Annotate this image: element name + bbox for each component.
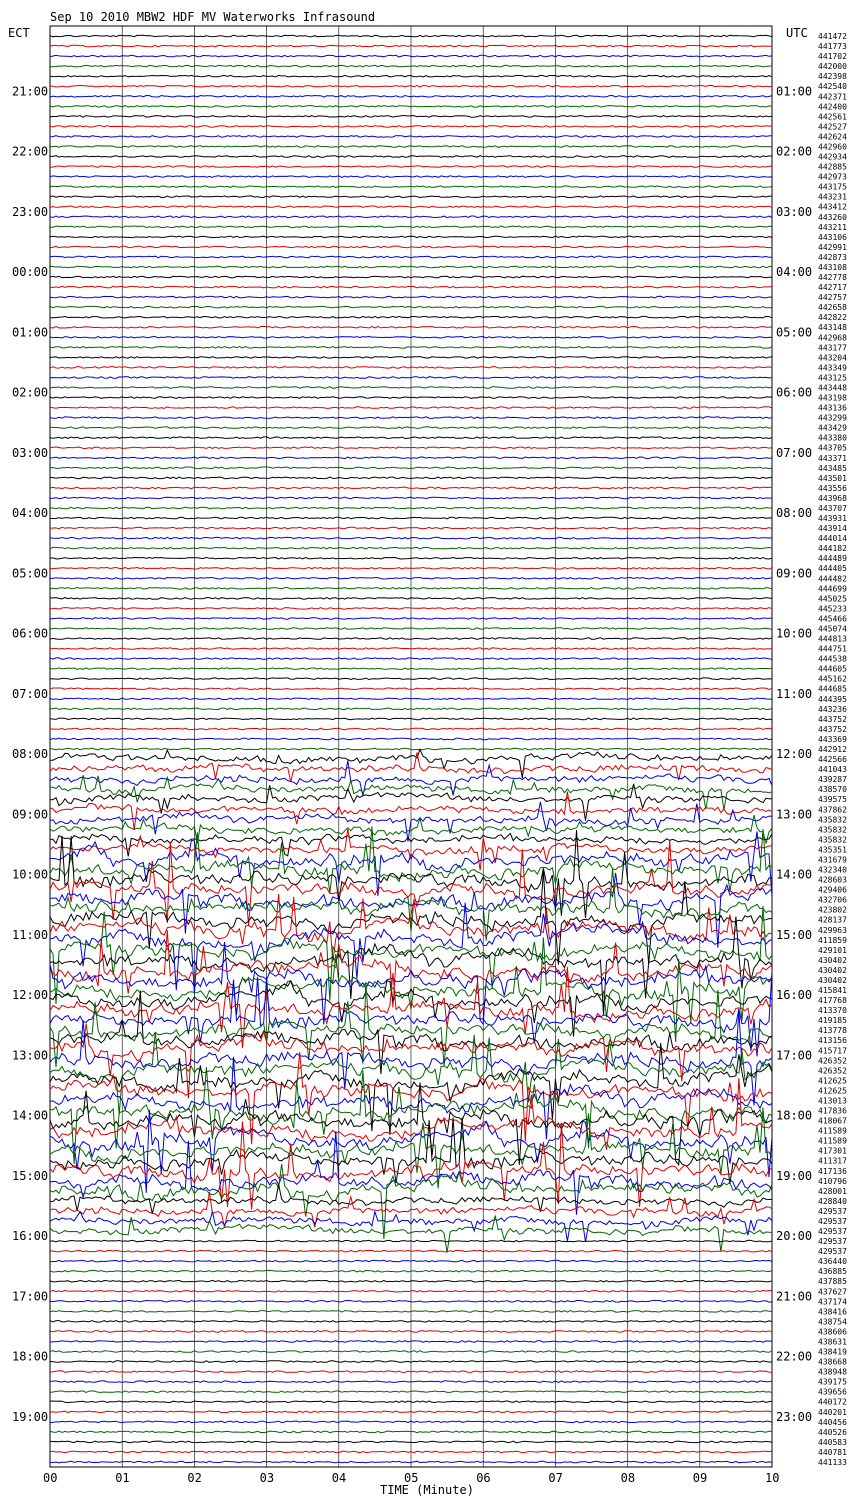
trace-count-label: 410796	[818, 1176, 847, 1186]
right-hour-label: 08:00	[776, 506, 813, 520]
left-hour-label: 13:00	[12, 1048, 49, 1063]
trace-count-label: 411589	[818, 1126, 847, 1136]
trace-count-label: 442624	[818, 132, 847, 142]
left-hour-label: 07:00	[12, 686, 49, 701]
trace-count-label: 415841	[818, 986, 847, 995]
trace-count-label: 443231	[818, 192, 847, 202]
left-hour-label: 16:00	[12, 1229, 49, 1243]
x-tick-label: 02	[187, 1471, 202, 1485]
right-hour-label: 17:00	[776, 1048, 813, 1063]
trace-count-label: 443136	[818, 403, 847, 413]
trace-count-label: 436440	[818, 1257, 847, 1267]
left-hour-label: 11:00	[12, 927, 49, 942]
right-hour-label: 22:00	[776, 1349, 813, 1364]
trace-count-label: 442873	[818, 252, 847, 262]
trace-count-label: 429537	[818, 1217, 847, 1226]
chart-title: Sep 10 2010 MBW2 HDF MV Waterworks Infrasound	[50, 10, 376, 24]
trace-count-label: 413778	[818, 1026, 847, 1036]
trace-count-label: 412625	[818, 1086, 847, 1096]
trace-count-label: 429101	[818, 945, 847, 955]
left-hour-label: 18:00	[12, 1349, 49, 1364]
trace-count-label: 438668	[818, 1357, 847, 1367]
trace-count-label: 444605	[818, 664, 847, 674]
trace-count-label: 429537	[818, 1206, 847, 1216]
trace-count-label: 418067	[818, 1116, 847, 1126]
left-hour-label: 14:00	[12, 1108, 49, 1123]
left-hour-label: 17:00	[12, 1289, 49, 1304]
trace-count-label: 442757	[818, 293, 847, 303]
x-tick-label: 10	[765, 1471, 780, 1485]
trace-count-label: 443931	[818, 514, 847, 523]
x-axis-label: TIME (Minute)	[380, 1483, 474, 1497]
trace-count-label: 440201	[818, 1407, 847, 1417]
trace-count-label: 438631	[818, 1337, 847, 1347]
trace-count-label: 430402	[818, 976, 847, 985]
trace-count-label: 417136	[818, 1166, 847, 1176]
trace-count-label: 443501	[818, 473, 847, 483]
trace-count-label: 443412	[818, 202, 847, 212]
trace-count-label: 429963	[818, 925, 847, 935]
trace-count-label: 444182	[818, 544, 847, 554]
trace-count-label: 441133	[818, 1458, 847, 1467]
trace-count-label: 442973	[818, 172, 847, 182]
trace-count-label: 430402	[818, 955, 847, 965]
trace-count-label: 443448	[818, 383, 847, 393]
trace-count-label: 442398	[818, 72, 847, 82]
right-hour-label: 18:00	[776, 1108, 813, 1123]
left-hour-label: 00:00	[12, 265, 49, 279]
trace-count-label: 415717	[818, 1046, 847, 1056]
trace-count-label: 413370	[818, 1006, 847, 1016]
trace-count-label: 444489	[818, 554, 847, 564]
left-hour-labels	[12, 84, 48, 1424]
trace-count-label: 443752	[818, 714, 847, 724]
trace-count-label: 443349	[818, 363, 847, 373]
left-hour-label: 22:00	[12, 144, 49, 159]
left-hour-label: 02:00	[12, 385, 49, 400]
left-hour-label: 01:00	[12, 325, 49, 340]
trace-count-label: 428137	[818, 915, 847, 925]
left-hour-label: 15:00	[12, 1168, 49, 1183]
left-hour-label: 21:00	[12, 84, 49, 99]
trace-count-labels	[818, 32, 847, 1467]
right-hour-label: 03:00	[776, 204, 813, 219]
trace-count-label: 440172	[818, 1397, 847, 1407]
trace-count-label: 423802	[818, 905, 847, 915]
trace-count-label: 442561	[818, 112, 847, 122]
left-hour-label: 05:00	[12, 566, 49, 581]
trace-count-label: 443125	[818, 373, 847, 383]
trace-count-label: 443236	[818, 704, 847, 714]
trace-count-label: 442566	[818, 755, 847, 764]
right-hour-label: 05:00	[776, 325, 813, 340]
trace-count-label: 438570	[818, 785, 847, 795]
trace-count-label: 429537	[818, 1227, 847, 1236]
trace-count-label: 429537	[818, 1247, 847, 1257]
x-tick-label: 08	[620, 1471, 636, 1485]
trace-count-label: 442000	[818, 62, 847, 72]
trace-count-label: 440583	[818, 1437, 847, 1447]
right-hour-label: 21:00	[776, 1289, 813, 1304]
trace-count-label: 440456	[818, 1417, 847, 1427]
right-hour-label: 09:00	[776, 566, 813, 581]
trace-count-label: 443380	[818, 433, 847, 443]
trace-count-label: 443485	[818, 463, 847, 473]
trace-count-label: 429406	[818, 885, 847, 895]
trace-count-label: 413156	[818, 1036, 847, 1046]
trace-count-label: 429537	[818, 1237, 847, 1247]
right-hour-label: 02:00	[776, 144, 813, 159]
trace-count-label: 443429	[818, 423, 847, 433]
left-hour-label: 03:00	[12, 445, 49, 460]
x-tick-label: 07	[548, 1471, 563, 1485]
trace-count-label: 426352	[818, 1056, 847, 1066]
trace-count-label: 442991	[818, 242, 847, 252]
trace-count-label: 442778	[818, 273, 847, 282]
trace-count-label: 445074	[818, 624, 847, 634]
trace-count-label: 443177	[818, 343, 847, 353]
trace-count-label: 441702	[818, 52, 847, 62]
trace-count-label: 442822	[818, 313, 847, 323]
right-hour-labels	[776, 84, 812, 1424]
trace-count-label: 442400	[818, 102, 847, 112]
trace-count-label: 443371	[818, 453, 847, 463]
left-axis-label: ECT	[8, 26, 30, 40]
trace-count-label: 443198	[818, 393, 847, 403]
trace-count-label: 439175	[818, 1377, 847, 1387]
trace-count-label: 444685	[818, 684, 847, 694]
left-hour-label: 09:00	[12, 807, 49, 822]
right-hour-label: 13:00	[776, 807, 813, 822]
right-hour-label: 23:00	[776, 1409, 813, 1424]
right-hour-label: 14:00	[776, 867, 813, 882]
trace-count-label: 445162	[818, 674, 847, 684]
x-tick-label: 01	[115, 1471, 130, 1485]
trace-count-label: 438416	[818, 1307, 847, 1317]
x-tick-label: 03	[259, 1471, 275, 1485]
trace-count-label: 435832	[818, 835, 847, 845]
trace-count-label: 441773	[818, 42, 847, 52]
right-hour-label: 19:00	[776, 1168, 813, 1183]
trace-count-label: 430402	[818, 965, 847, 975]
trace-count-label: 441472	[818, 32, 847, 41]
trace-count-label: 413013	[818, 1096, 847, 1106]
trace-count-label: 442968	[818, 333, 847, 343]
trace-count-label: 442717	[818, 283, 847, 293]
trace-count-label: 432340	[818, 865, 847, 875]
right-hour-label: 07:00	[776, 445, 813, 460]
trace-count-label: 438948	[818, 1367, 847, 1377]
trace-count-label: 443556	[818, 483, 847, 493]
trace-count-label: 428840	[818, 1196, 847, 1206]
trace-count-label: 443707	[818, 504, 847, 513]
trace-count-label: 437862	[818, 805, 847, 815]
trace-count-label: 439575	[818, 795, 847, 805]
left-hour-label: 23:00	[12, 204, 49, 219]
left-hour-label: 19:00	[12, 1409, 49, 1424]
trace-count-label: 428001	[818, 1186, 847, 1196]
trace-count-label: 432706	[818, 895, 847, 905]
right-axis-label: UTC	[786, 26, 808, 40]
trace-count-label: 443175	[818, 182, 847, 192]
trace-count-label: 437174	[818, 1297, 847, 1307]
trace-count-label: 443108	[818, 263, 847, 272]
trace-count-label: 443106	[818, 232, 847, 242]
right-hour-label: 20:00	[776, 1229, 813, 1243]
right-hour-label: 04:00	[776, 265, 813, 279]
trace-count-label: 443148	[818, 323, 847, 333]
trace-count-label: 435832	[818, 825, 847, 835]
trace-count-label: 417768	[818, 996, 847, 1005]
left-hour-label: 06:00	[12, 626, 49, 641]
trace-count-label: 444405	[818, 564, 847, 574]
left-hour-label: 10:00	[12, 867, 49, 882]
trace-count-label: 444699	[818, 584, 847, 594]
trace-count-label: 444751	[818, 644, 847, 654]
x-tick-label: 00	[43, 1471, 58, 1485]
x-tick-label: 09	[692, 1471, 708, 1485]
trace-count-label: 444813	[818, 634, 847, 644]
trace-count-label: 417836	[818, 1106, 847, 1116]
trace-count-label: 443705	[818, 443, 847, 453]
trace-count-label: 419185	[818, 1016, 847, 1026]
right-hour-label: 06:00	[776, 385, 813, 400]
trace-count-label: 444538	[818, 654, 847, 664]
trace-count-label: 412625	[818, 1076, 847, 1086]
trace-count-label: 439287	[818, 775, 847, 785]
right-hour-label: 12:00	[776, 747, 813, 761]
trace-count-label: 442934	[818, 152, 847, 162]
trace-count-label: 428603	[818, 875, 847, 885]
trace-count-label: 443204	[818, 353, 847, 363]
right-hour-label: 11:00	[776, 686, 813, 701]
trace-count-label: 442371	[818, 92, 847, 102]
trace-count-label: 443968	[818, 494, 847, 503]
trace-count-label: 441043	[818, 765, 847, 775]
trace-count-label: 444014	[818, 534, 847, 544]
trace-count-label: 437885	[818, 1277, 847, 1287]
trace-count-label: 411859	[818, 935, 847, 945]
trace-count-label: 440781	[818, 1447, 847, 1457]
trace-count-label: 442912	[818, 745, 847, 754]
trace-count-label: 443369	[818, 735, 847, 744]
right-hour-label: 16:00	[776, 988, 813, 1002]
trace-count-label: 437627	[818, 1287, 847, 1297]
trace-count-label: 435351	[818, 845, 847, 855]
trace-count-label: 442658	[818, 303, 847, 313]
trace-count-label: 426352	[818, 1066, 847, 1076]
left-hour-label: 08:00	[12, 747, 49, 761]
trace-count-label: 440526	[818, 1427, 847, 1437]
trace-count-label: 436885	[818, 1267, 847, 1277]
trace-count-label: 438419	[818, 1347, 847, 1357]
trace-count-label: 442540	[818, 82, 847, 92]
trace-count-label: 443211	[818, 222, 847, 232]
trace-count-label: 444482	[818, 574, 847, 584]
trace-count-label: 445233	[818, 604, 847, 614]
left-hour-label: 04:00	[12, 506, 49, 520]
trace-count-label: 443299	[818, 413, 847, 423]
trace-count-label: 439656	[818, 1387, 847, 1397]
left-hour-label: 12:00	[12, 988, 49, 1002]
trace-count-label: 417301	[818, 1146, 847, 1156]
trace-count-label: 442527	[818, 122, 847, 132]
right-hour-label: 15:00	[776, 927, 813, 942]
trace-count-label: 443260	[818, 212, 847, 222]
trace-count-label: 411589	[818, 1136, 847, 1146]
x-tick-label: 05	[404, 1471, 419, 1485]
trace-count-label: 444395	[818, 694, 847, 704]
trace-count-label: 445025	[818, 594, 847, 604]
grid-lines	[50, 26, 772, 1467]
trace-count-label: 443914	[818, 524, 847, 534]
trace-count-label: 438754	[818, 1317, 847, 1327]
x-tick-label: 04	[331, 1471, 347, 1485]
right-hour-label: 10:00	[776, 626, 813, 641]
right-hour-label: 01:00	[776, 84, 813, 99]
trace-count-label: 411317	[818, 1156, 847, 1166]
trace-count-label: 438606	[818, 1327, 847, 1337]
trace-count-label: 435832	[818, 815, 847, 825]
trace-count-label: 442885	[818, 162, 847, 172]
x-tick-label: 06	[476, 1471, 491, 1485]
trace-count-label: 445466	[818, 614, 847, 624]
trace-count-label: 431679	[818, 855, 847, 865]
trace-count-label: 442960	[818, 142, 847, 152]
trace-count-label: 443752	[818, 724, 847, 734]
